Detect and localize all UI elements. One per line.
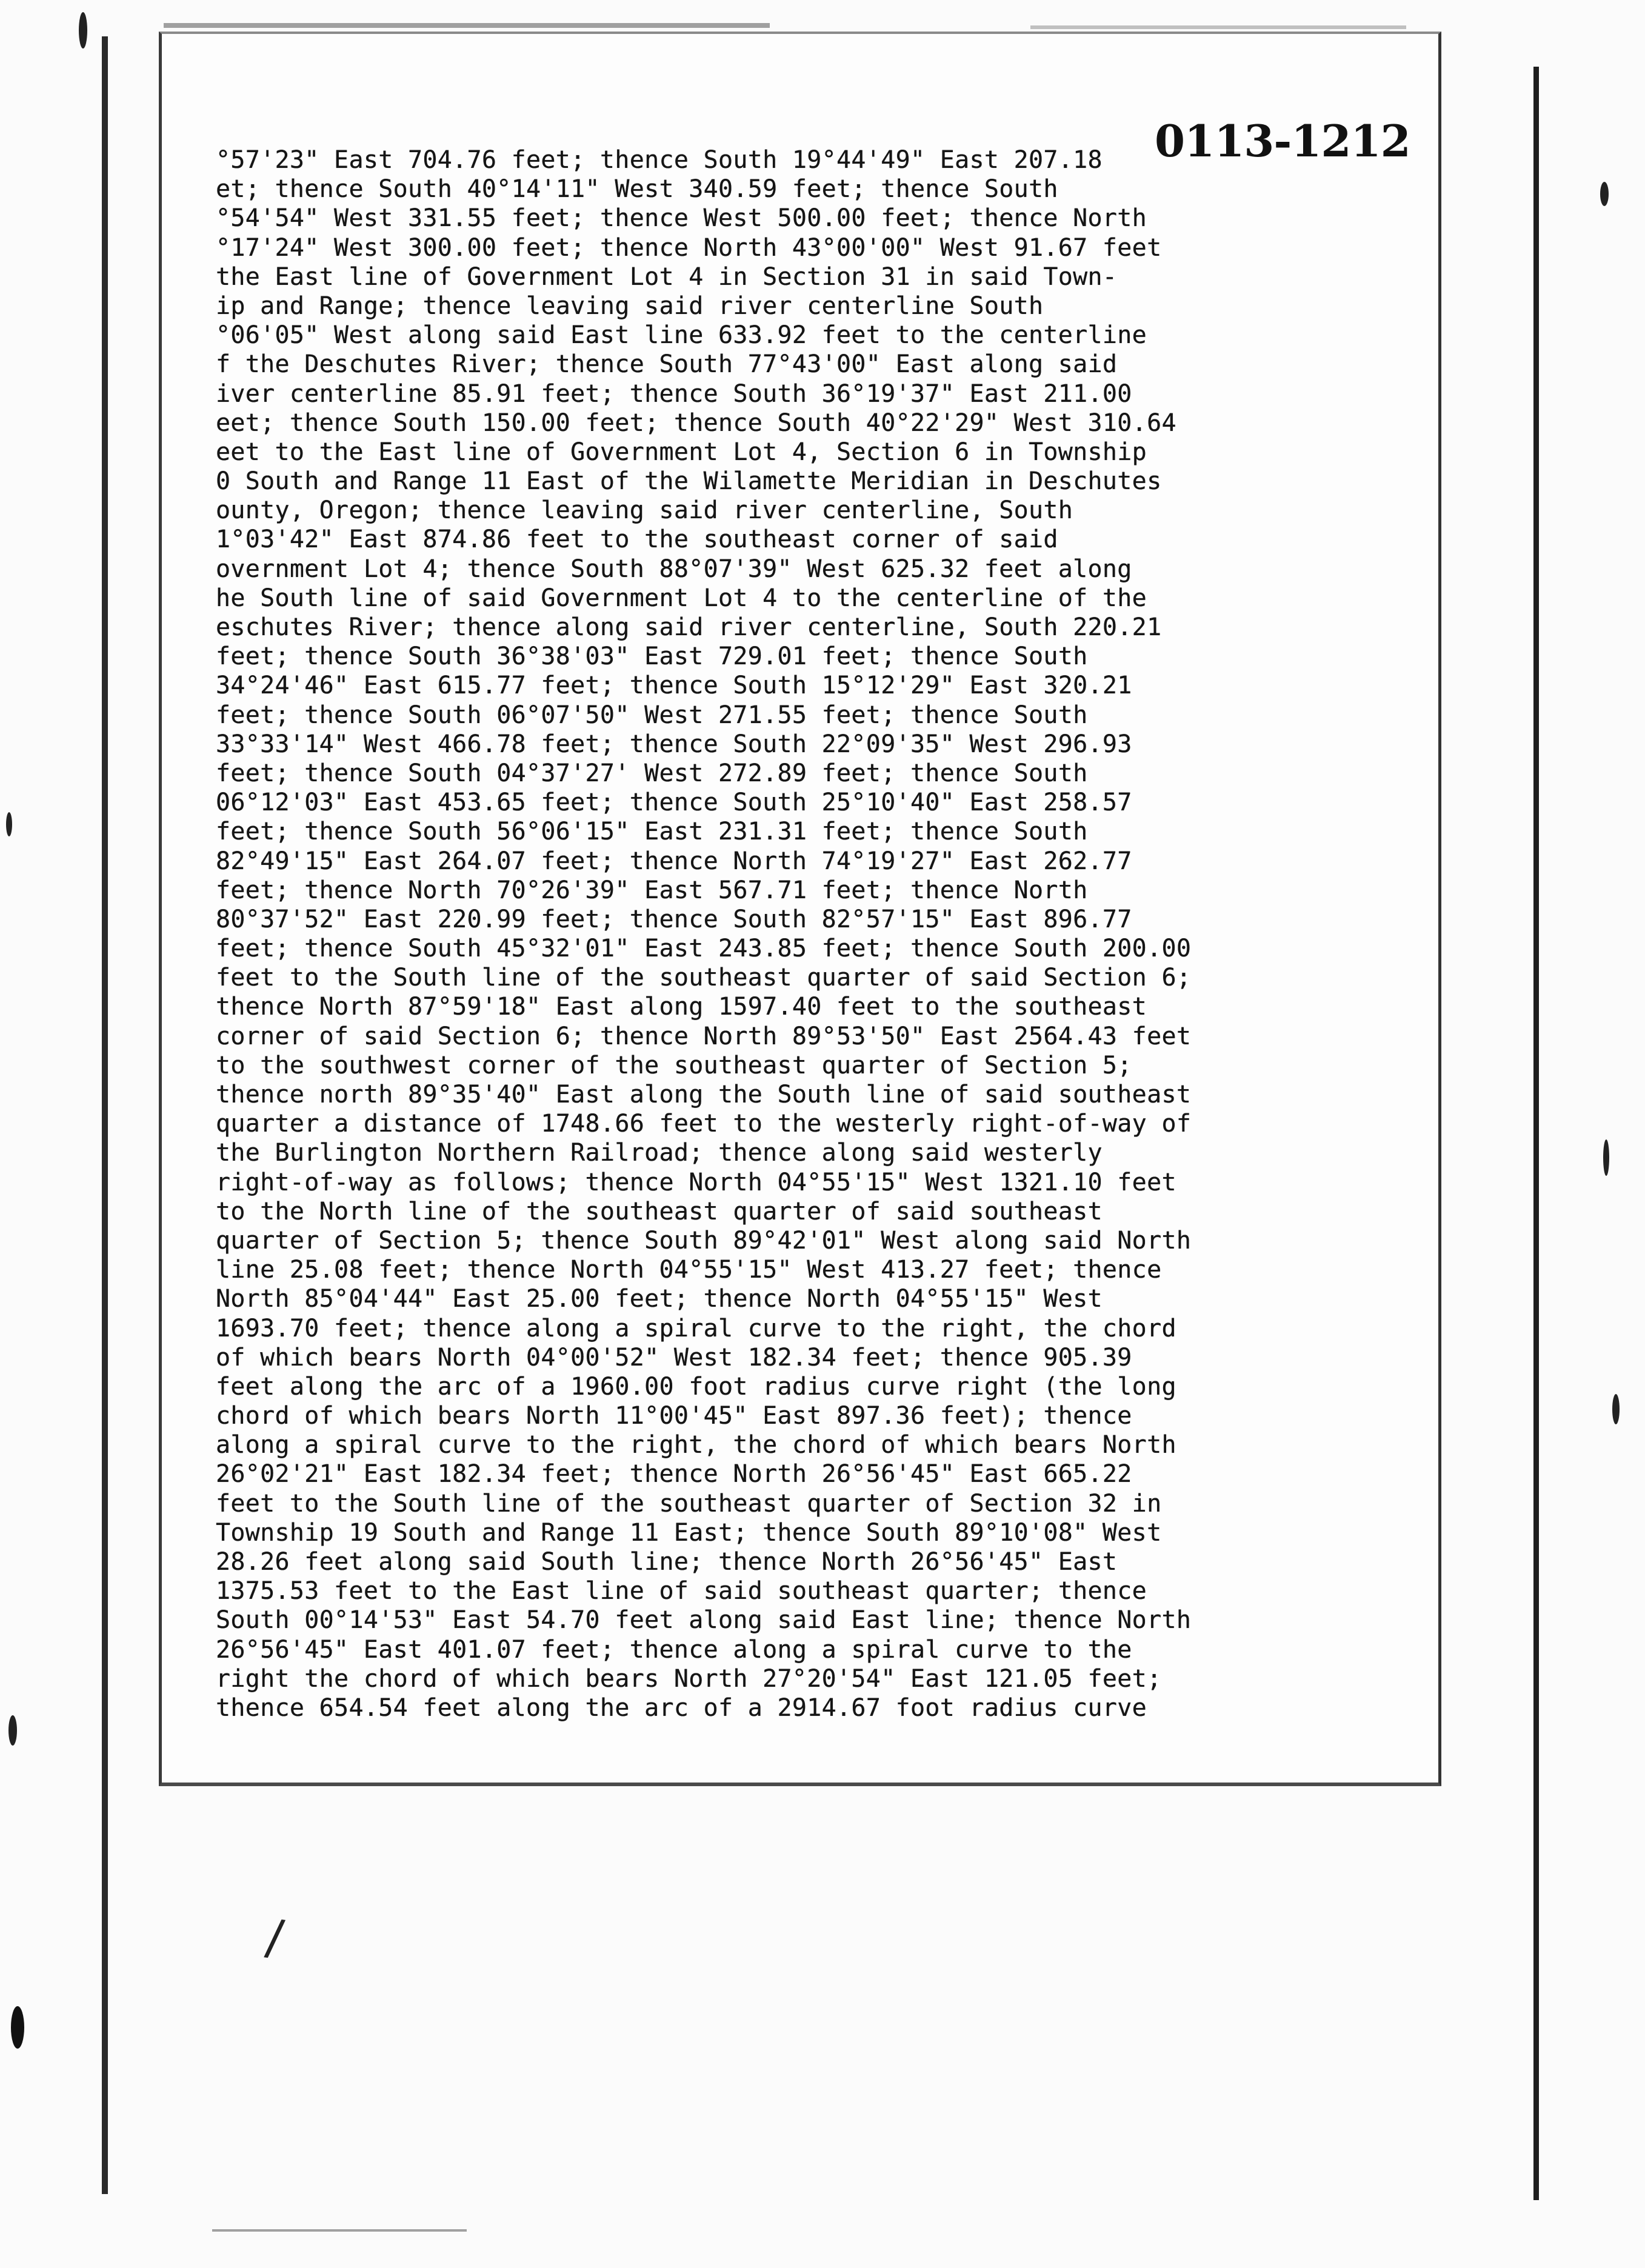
text-line: ounty, Oregon; thence leaving said river centerline, South [216,496,1073,525]
text-line: corner of said Section 6; thence North 89°53'50" East 2564.43 feet [216,1022,1192,1050]
text-line: °54'54" West 331.55 feet; thence West 500.00 feet; thence North [216,204,1147,233]
text-line: thence north 89°35'40" East along the South line of said southeast [216,1081,1192,1109]
text-line: °57'23" East 704.76 feet; thence South 19°44'49" East 207.18 [216,146,1103,174]
text-line: iver centerline 85.91 feet; thence South 36°19'37" East 211.00 [216,379,1132,408]
text-line: right-of-way as follows; thence North 04°55'15" West 1321.10 feet [216,1168,1176,1196]
text-line: line 25.08 feet; thence North 04°55'15" West 413.27 feet; thence [216,1256,1162,1284]
text-line: 34°24'46" East 615.77 feet; thence South 15°12'29" East 320.21 [216,672,1132,700]
text-line: 82°49'15" East 264.07 feet; thence North 74°19'27" East 262.77 [216,847,1132,875]
text-line: 06°12'03" East 453.65 feet; thence South 25°10'40" East 258.57 [216,789,1132,817]
text-line: North 85°04'44" East 25.00 feet; thence North 04°55'15" West [216,1285,1103,1313]
text-line: 80°37'52" East 220.99 feet; thence South 82°57'15" East 896.77 [216,905,1132,933]
scan-blot [11,2006,24,2049]
text-line: quarter a distance of 1748.66 feet to the westerly right-of-way of [216,1110,1192,1138]
text-line: ip and Range; thence leaving said river centerline South [216,292,1044,320]
text-line: chord of which bears North 11°00'45" East 897.36 feet); thence [216,1402,1132,1430]
scan-speck [79,12,87,48]
text-line: feet; thence North 70°26'39" East 567.71 feet; thence North [216,876,1088,904]
text-line: 1693.70 feet; thence along a spiral curve to the right, the chord [216,1314,1176,1342]
text-line: eet; thence South 150.00 feet; thence South 40°22'29" West 310.64 [216,409,1176,437]
scan-speck [1600,182,1609,206]
scan-edge-top [164,23,770,28]
text-line: along a spiral curve to the right, the chord of which bears North [216,1431,1176,1459]
text-line: Township 19 South and Range 11 East; thence South 89°10'08" West [216,1518,1162,1547]
scan-speck [1612,1394,1620,1424]
text-line: feet to the South line of the southeast quarter of said Section 6; [216,964,1192,992]
text-line: 1°03'42" East 874.86 feet to the southeast corner of said [216,525,1058,554]
text-line: °06'05" West along said East line 633.92 feet to the centerline [216,321,1147,350]
text-line: 1375.53 feet to the East line of said southeast quarter; thence [216,1577,1147,1606]
scan-speck [8,1715,17,1746]
scan-edge-top-right [1030,25,1406,29]
text-line: °17'24" West 300.00 feet; thence North 43°00'00" West 91.67 feet [216,233,1162,262]
text-line: feet; thence South 45°32'01" East 243.85 feet; thence South 200.00 [216,935,1192,963]
text-line: feet along the arc of a 1960.00 foot radius curve right (the long [216,1372,1176,1401]
text-line: he South line of said Government Lot 4 to the centerline of the [216,584,1147,612]
text-line: to the southwest corner of the southeast quarter of Section 5; [216,1051,1132,1079]
text-line: feet; thence South 56°06'15" East 231.31 feet; thence South [216,818,1088,846]
text-line: 26°02'21" East 182.34 feet; thence North 26°56'45" East 665.22 [216,1460,1132,1489]
text-line: South 00°14'53" East 54.70 feet along said East line; thence North [216,1606,1192,1635]
text-line: feet; thence South 06°07'50" West 271.55 feet; thence South [216,701,1088,729]
scan-edge-bottom [212,2229,467,2232]
text-line: eschutes River; thence along said river centerline, South 220.21 [216,613,1162,641]
legal-description-text [216,145,1464,1746]
scan-speck [1603,1139,1609,1176]
text-line: feet; thence South 36°38'03" East 729.01 feet; thence South [216,642,1088,671]
text-line: right the chord of which bears North 27°20'54" East 121.05 feet; [216,1664,1162,1693]
stray-mark: / [262,1908,287,1967]
text-line: thence North 87°59'18" East along 1597.40 feet to the southeast [216,993,1147,1021]
text-line: feet to the South line of the southeast quarter of Section 32 in [216,1489,1162,1518]
text-line: the Burlington Northern Railroad; thence along said westerly [216,1139,1103,1167]
text-line: to the North line of the southeast quarter of said southeast [216,1197,1103,1226]
text-line: 28.26 feet along said South line; thence North 26°56'45" East [216,1548,1118,1576]
text-line: et; thence South 40°14'11" West 340.59 feet; thence South [216,175,1058,204]
text-line: 26°56'45" East 401.07 feet; thence along a spiral curve to the [216,1635,1132,1664]
scan-edge-left [102,36,108,2194]
text-line: quarter of Section 5; thence South 89°42'01" West along said North [216,1226,1192,1255]
text-line: eet to the East line of Government Lot 4, Section 6 in Township [216,438,1147,466]
scan-edge-right [1533,67,1539,2200]
text-line: 33°33'14" West 466.78 feet; thence South 22°09'35" West 296.93 [216,730,1132,758]
text-line: feet; thence South 04°37'27' West 272.89 feet; thence South [216,759,1088,787]
text-line: thence 654.54 feet along the arc of a 2914.67 foot radius curve [216,1693,1147,1722]
text-line: overnment Lot 4; thence South 88°07'39" West 625.32 feet along [216,555,1132,583]
text-line: f the Deschutes River; thence South 77°43'00" East along said [216,350,1118,379]
text-line: the East line of Government Lot 4 in Section 31 in said Town- [216,262,1118,291]
document-number: 0113-1212 [1155,115,1410,167]
text-line: 0 South and Range 11 East of the Wilamette Meridian in Deschutes [216,467,1162,496]
scan-speck [6,812,12,836]
text-line: of which bears North 04°00'52" West 182.34 feet; thence 905.39 [216,1343,1132,1372]
